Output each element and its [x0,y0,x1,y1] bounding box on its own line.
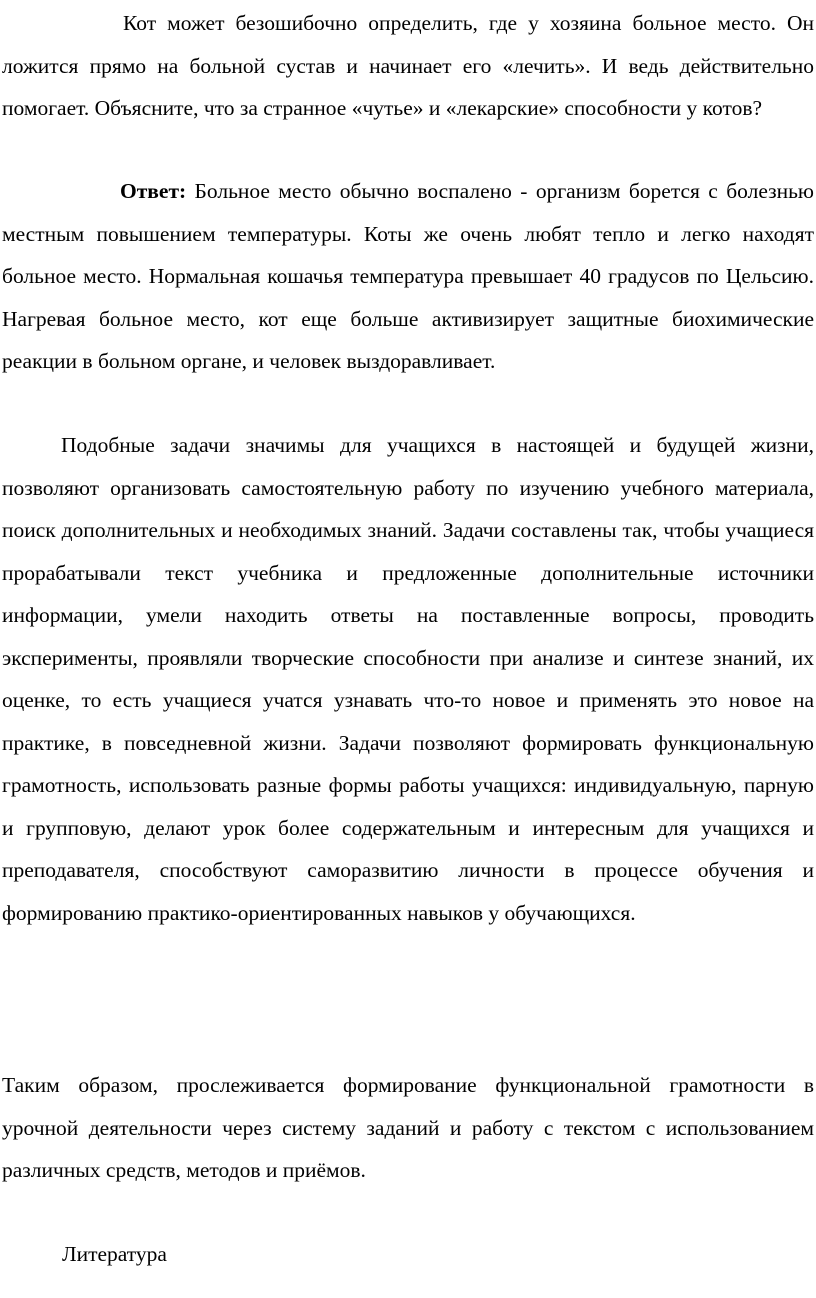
significance-paragraph: Подобные задачи значимы для учащихся в настоящей и будущей жизни, позволяют организовать самостоятельную работу по изучению учебного материала, поиск дополнительных и необходимых знаний. Задачи составлены так, чтобы учащиеся прорабатывали текст учебника и предложенные дополнительные источники информации, умели находить ответы на поставленные вопросы, проводить эксперименты, проявляли творческие способности при анализе и синтезе знаний, их оценке, то есть учащиеся учатся узнавать что-то новое и применять это новое на практике, в повседневной жизни. Задачи позволяют формировать функциональную грамотность, использовать разные формы работы учащихся: индивидуальную, парную и групповую, делают урок более содержательным и интересным для учащихся и преподавателя, способствуют саморазвитию личности в процессе обучения и формированию практико-ориентированных навыков у обучающихся. [2,433,814,925]
conclusion-paragraph: Таким образом, прослеживается формирование функциональной грамотности в урочной деятельности через систему заданий и работу с текстом с использованием различных средств, методов и приёмов. [2,1073,814,1182]
question-paragraph: Кот может безошибочно определить, где у хозяина больное место. Он ложится прямо на больной сустав и начинает его «лечить». И ведь действительно помогает. Объясните, что за странное «чутье» и «лекарские» способности у котов? [2,11,814,120]
answer-text: Больное место обычно воспалено - организм борется с болезнью местным повышением температуры. Коты же очень любят тепло и легко находят больное место. Нормальная кошачья температура превышает 40 градусов по Цельсию. Нагревая больное место, кот еще больше активизирует защитные биохимические реакции в больном органе, и человек выздоравливает. [2,179,814,373]
answer-label: Ответ: [120,179,187,203]
answer-paragraph [2,170,814,383]
literature-heading: Литература [62,1242,167,1266]
